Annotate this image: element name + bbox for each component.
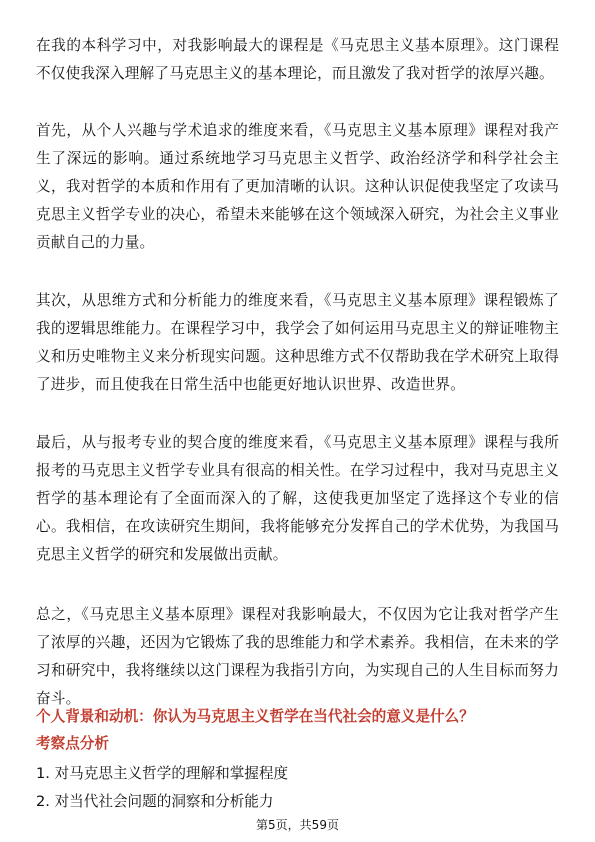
analysis-point: 2. 对当代社会问题的洞察和分析能力 <box>36 793 274 810</box>
question-heading: 个人背景和动机：你认为马克思主义哲学在当代社会的意义是什么？ <box>36 708 474 725</box>
page-number: 第5页，共59页 <box>256 818 339 832</box>
paragraph-first: 首先，从个人兴趣与学术追求的维度来看，《马克思主义基本原理》课程对我产生了深远的影响。通过系统地学习马克思主义哲学、政治经济学和科学社会主义，我对哲学的本质和作用有了更加清晰的认识。这种认识促使我坚定了攻读马克思主义哲学专业的决心，希望未来能够在这个领域深入研究，为社会主义事业贡献自己的力量。 <box>36 122 559 251</box>
paragraph-second: 其次，从思维方式和分析能力的维度来看，《马克思主义基本原理》课程锻炼了我的逻辑思维能力。在课程学习中，我学会了如何运用马克思主义的辩证唯物主义和历史唯物主义来分析现实问题。这种思维方式不仅帮助我在学术研究上取得了进步，而且使我在日常生活中也能更好地认识世界、改造世界。 <box>36 292 559 393</box>
analysis-title: 考察点分析 <box>36 735 109 752</box>
analysis-point: 1. 对马克思主义哲学的理解和掌握程度 <box>36 765 289 782</box>
paragraph-intro: 在我的本科学习中，对我影响最大的课程是《马克思主义基本原理》。这门课程不仅使我深入理解了马克思主义的基本理论，而且激发了我对哲学的浓厚兴趣。 <box>36 37 559 82</box>
paragraph-conclusion: 总之，《马克思主义基本原理》课程对我影响最大，不仅因为它让我对哲学产生了浓厚的兴趣，还因为它锻炼了我的思维能力和学术素养。我相信，在未来的学习和研究中，我将继续以这门课程为我指引方向，为实现自己的人生目标而努力奋斗。 <box>36 606 559 707</box>
paragraph-last: 最后，从与报考专业的契合度的维度来看，《马克思主义基本原理》课程与我所报考的马克思主义哲学专业具有很高的相关性。在学习过程中，我对马克思主义哲学的基本理论有了全面而深入的了解，这使我更加坚定了选择这个专业的信心。我相信，在攻读研究生期间，我将能够充分发挥自己的学术优势，为我国马克思主义哲学的研究和发展做出贡献。 <box>36 434 559 563</box>
